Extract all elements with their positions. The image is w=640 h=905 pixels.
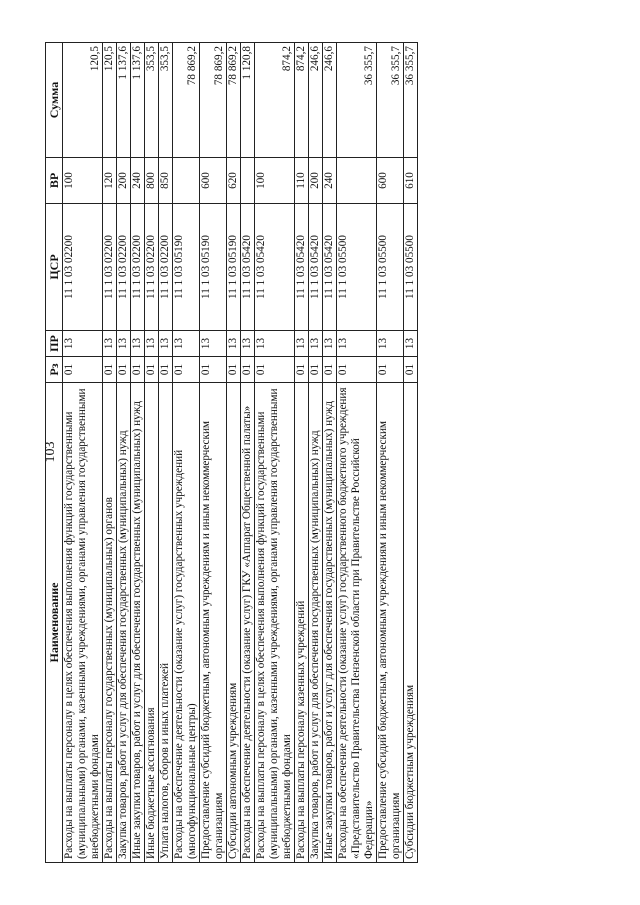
cell-vr: 200 [117, 158, 131, 204]
cell-sum: 1 137,6 [131, 43, 145, 158]
cell-name: Иные закупки товаров, работ и услуг для обеспечения государственных (муниципальных) нужд [131, 383, 145, 863]
cell-rz: 01 [309, 357, 323, 383]
cell-pr: 13 [200, 331, 227, 357]
table-row [227, 43, 241, 863]
cell-vr: 110 [295, 158, 309, 204]
cell-rz: 01 [63, 357, 103, 383]
cell-csr: 11 1 03 02200 [103, 204, 117, 331]
cell-csr: 11 1 03 05500 [404, 204, 418, 331]
cell-sum: 78 869,2 [200, 43, 227, 158]
cell-pr: 13 [63, 331, 103, 357]
cell-name: Расходы на обеспечение деятельности (оказание услуг) государственного бюджетного учреждения «Представительство Правительства Пензенской области при Правительстве Российской Федерации» [337, 383, 377, 863]
cell-rz: 01 [117, 357, 131, 383]
table-row [103, 43, 117, 863]
header-csr: ЦСР [46, 204, 63, 331]
cell-sum: 1 137,6 [117, 43, 131, 158]
cell-pr: 13 [255, 331, 295, 357]
cell-csr: 11 1 03 05190 [173, 204, 200, 331]
cell-rz: 01 [103, 357, 117, 383]
cell-pr: 13 [377, 331, 404, 357]
cell-csr: 11 1 03 05420 [309, 204, 323, 331]
table-row [295, 43, 309, 863]
cell-rz: 01 [159, 357, 173, 383]
cell-rz: 01 [227, 357, 241, 383]
cell-sum: 78 869,2 [173, 43, 200, 158]
cell-vr [241, 158, 255, 204]
table-row [377, 43, 404, 863]
budget-table-container [45, 43, 597, 863]
cell-pr: 13 [337, 331, 377, 357]
cell-vr [173, 158, 200, 204]
cell-csr: 11 1 03 05500 [337, 204, 377, 331]
cell-pr: 13 [323, 331, 337, 357]
cell-csr: 11 1 03 02200 [117, 204, 131, 331]
table-row [173, 43, 200, 863]
cell-vr: 850 [159, 158, 173, 204]
cell-rz: 01 [255, 357, 295, 383]
cell-pr: 13 [117, 331, 131, 357]
cell-vr: 800 [145, 158, 159, 204]
cell-sum: 246,6 [309, 43, 323, 158]
cell-csr: 11 1 03 05190 [227, 204, 241, 331]
cell-rz: 01 [377, 357, 404, 383]
cell-sum: 874,2 [255, 43, 295, 158]
cell-vr: 100 [255, 158, 295, 204]
cell-pr: 13 [309, 331, 323, 357]
cell-pr: 13 [173, 331, 200, 357]
cell-sum: 36 355,7 [337, 43, 377, 158]
cell-csr: 11 1 03 05500 [377, 204, 404, 331]
cell-rz: 01 [337, 357, 377, 383]
cell-csr: 11 1 03 02200 [145, 204, 159, 331]
cell-rz: 01 [323, 357, 337, 383]
cell-csr: 11 1 03 05190 [200, 204, 227, 331]
cell-vr: 600 [377, 158, 404, 204]
cell-name: Расходы на выплаты персоналу казенных учреждений [295, 383, 309, 863]
header-pr: ПР [46, 331, 63, 357]
cell-name: Субсидии бюджетным учреждениям [404, 383, 418, 863]
cell-pr: 13 [295, 331, 309, 357]
cell-rz: 01 [241, 357, 255, 383]
cell-vr: 100 [63, 158, 103, 204]
cell-pr: 13 [159, 331, 173, 357]
cell-vr: 240 [323, 158, 337, 204]
cell-sum: 1 120,8 [241, 43, 255, 158]
cell-csr: 11 1 03 02200 [63, 204, 103, 331]
cell-name: Иные закупки товаров, работ и услуг для обеспечения государственных (муниципальных) нужд [323, 383, 337, 863]
cell-sum: 874,2 [295, 43, 309, 158]
cell-name: Расходы на выплаты персоналу в целях обеспечения выполнения функций государственными (муниципальными) органами, казенными учреждениями, органами управления государственными внебюджетными фондами [63, 383, 103, 863]
cell-name: Расходы на выплаты персоналу в целях обеспечения выполнения функций государственными (муниципальными) органами, казенными учреждениями, органами управления государственными внебюджетными фондами [255, 383, 295, 863]
cell-rz: 01 [295, 357, 309, 383]
cell-vr [337, 158, 377, 204]
cell-sum: 36 355,7 [377, 43, 404, 158]
table-row [337, 43, 377, 863]
table-row [241, 43, 255, 863]
page-number: 103 [43, 441, 58, 463]
cell-name: Расходы на обеспечение деятельности (оказание услуг) ГКУ «Аппарат Общественной палаты» [241, 383, 255, 863]
table-row [63, 43, 103, 863]
cell-csr: 11 1 03 02200 [159, 204, 173, 331]
header-name: Наименование [46, 383, 63, 863]
cell-sum: 353,5 [159, 43, 173, 158]
cell-vr: 200 [309, 158, 323, 204]
cell-rz: 01 [200, 357, 227, 383]
table-row [309, 43, 323, 863]
cell-name: Закупка товаров, работ и услуг для обеспечения государственных (муниципальных) нужд [309, 383, 323, 863]
cell-pr: 13 [131, 331, 145, 357]
cell-vr: 120 [103, 158, 117, 204]
header-rz: Рз [46, 357, 63, 383]
table-row [255, 43, 295, 863]
cell-csr: 11 1 03 02200 [131, 204, 145, 331]
table-row [200, 43, 227, 863]
cell-name: Предоставление субсидий бюджетным, автономным учреждениям и иным некоммерческим организациям [377, 383, 404, 863]
cell-pr: 13 [227, 331, 241, 357]
header-sum: Сумма [46, 43, 63, 158]
cell-name: Уплата налогов, сборов и иных платежей [159, 383, 173, 863]
budget-table [45, 42, 418, 863]
cell-name: Закупка товаров, работ и услуг для обеспечения государственных (муниципальных) нужд [117, 383, 131, 863]
cell-csr: 11 1 03 05420 [255, 204, 295, 331]
table-row [131, 43, 145, 863]
cell-pr: 13 [103, 331, 117, 357]
cell-vr: 600 [200, 158, 227, 204]
cell-sum: 36 355,7 [404, 43, 418, 158]
table-body [63, 43, 418, 863]
cell-vr: 240 [131, 158, 145, 204]
cell-rz: 01 [173, 357, 200, 383]
cell-rz: 01 [404, 357, 418, 383]
cell-pr: 13 [145, 331, 159, 357]
cell-sum: 246,6 [323, 43, 337, 158]
table-row [117, 43, 131, 863]
cell-rz: 01 [145, 357, 159, 383]
cell-sum: 120,5 [63, 43, 103, 158]
cell-vr: 610 [404, 158, 418, 204]
cell-csr: 11 1 03 05420 [295, 204, 309, 331]
cell-name: Субсидии автономным учреждениям [227, 383, 241, 863]
cell-name: Иные бюджетные ассигнования [145, 383, 159, 863]
cell-name: Расходы на обеспечение деятельности (оказание услуг) государственных учреждений (многофункциональные центры) [173, 383, 200, 863]
cell-sum: 120,5 [103, 43, 117, 158]
header-vr: ВР [46, 158, 63, 204]
cell-csr: 11 1 03 05420 [241, 204, 255, 331]
cell-vr: 620 [227, 158, 241, 204]
cell-sum: 353,5 [145, 43, 159, 158]
cell-name: Расходы на выплаты персоналу государственных (муниципальных) органов [103, 383, 117, 863]
cell-rz: 01 [131, 357, 145, 383]
table-row [323, 43, 337, 863]
table-row [159, 43, 173, 863]
cell-name: Предоставление субсидий бюджетным, автономным учреждениям и иным некоммерческим организациям [200, 383, 227, 863]
cell-sum: 78 869,2 [227, 43, 241, 158]
table-row [145, 43, 159, 863]
cell-pr: 13 [241, 331, 255, 357]
table-row [404, 43, 418, 863]
table-header-row [46, 43, 63, 863]
cell-pr: 13 [404, 331, 418, 357]
cell-csr: 11 1 03 05420 [323, 204, 337, 331]
